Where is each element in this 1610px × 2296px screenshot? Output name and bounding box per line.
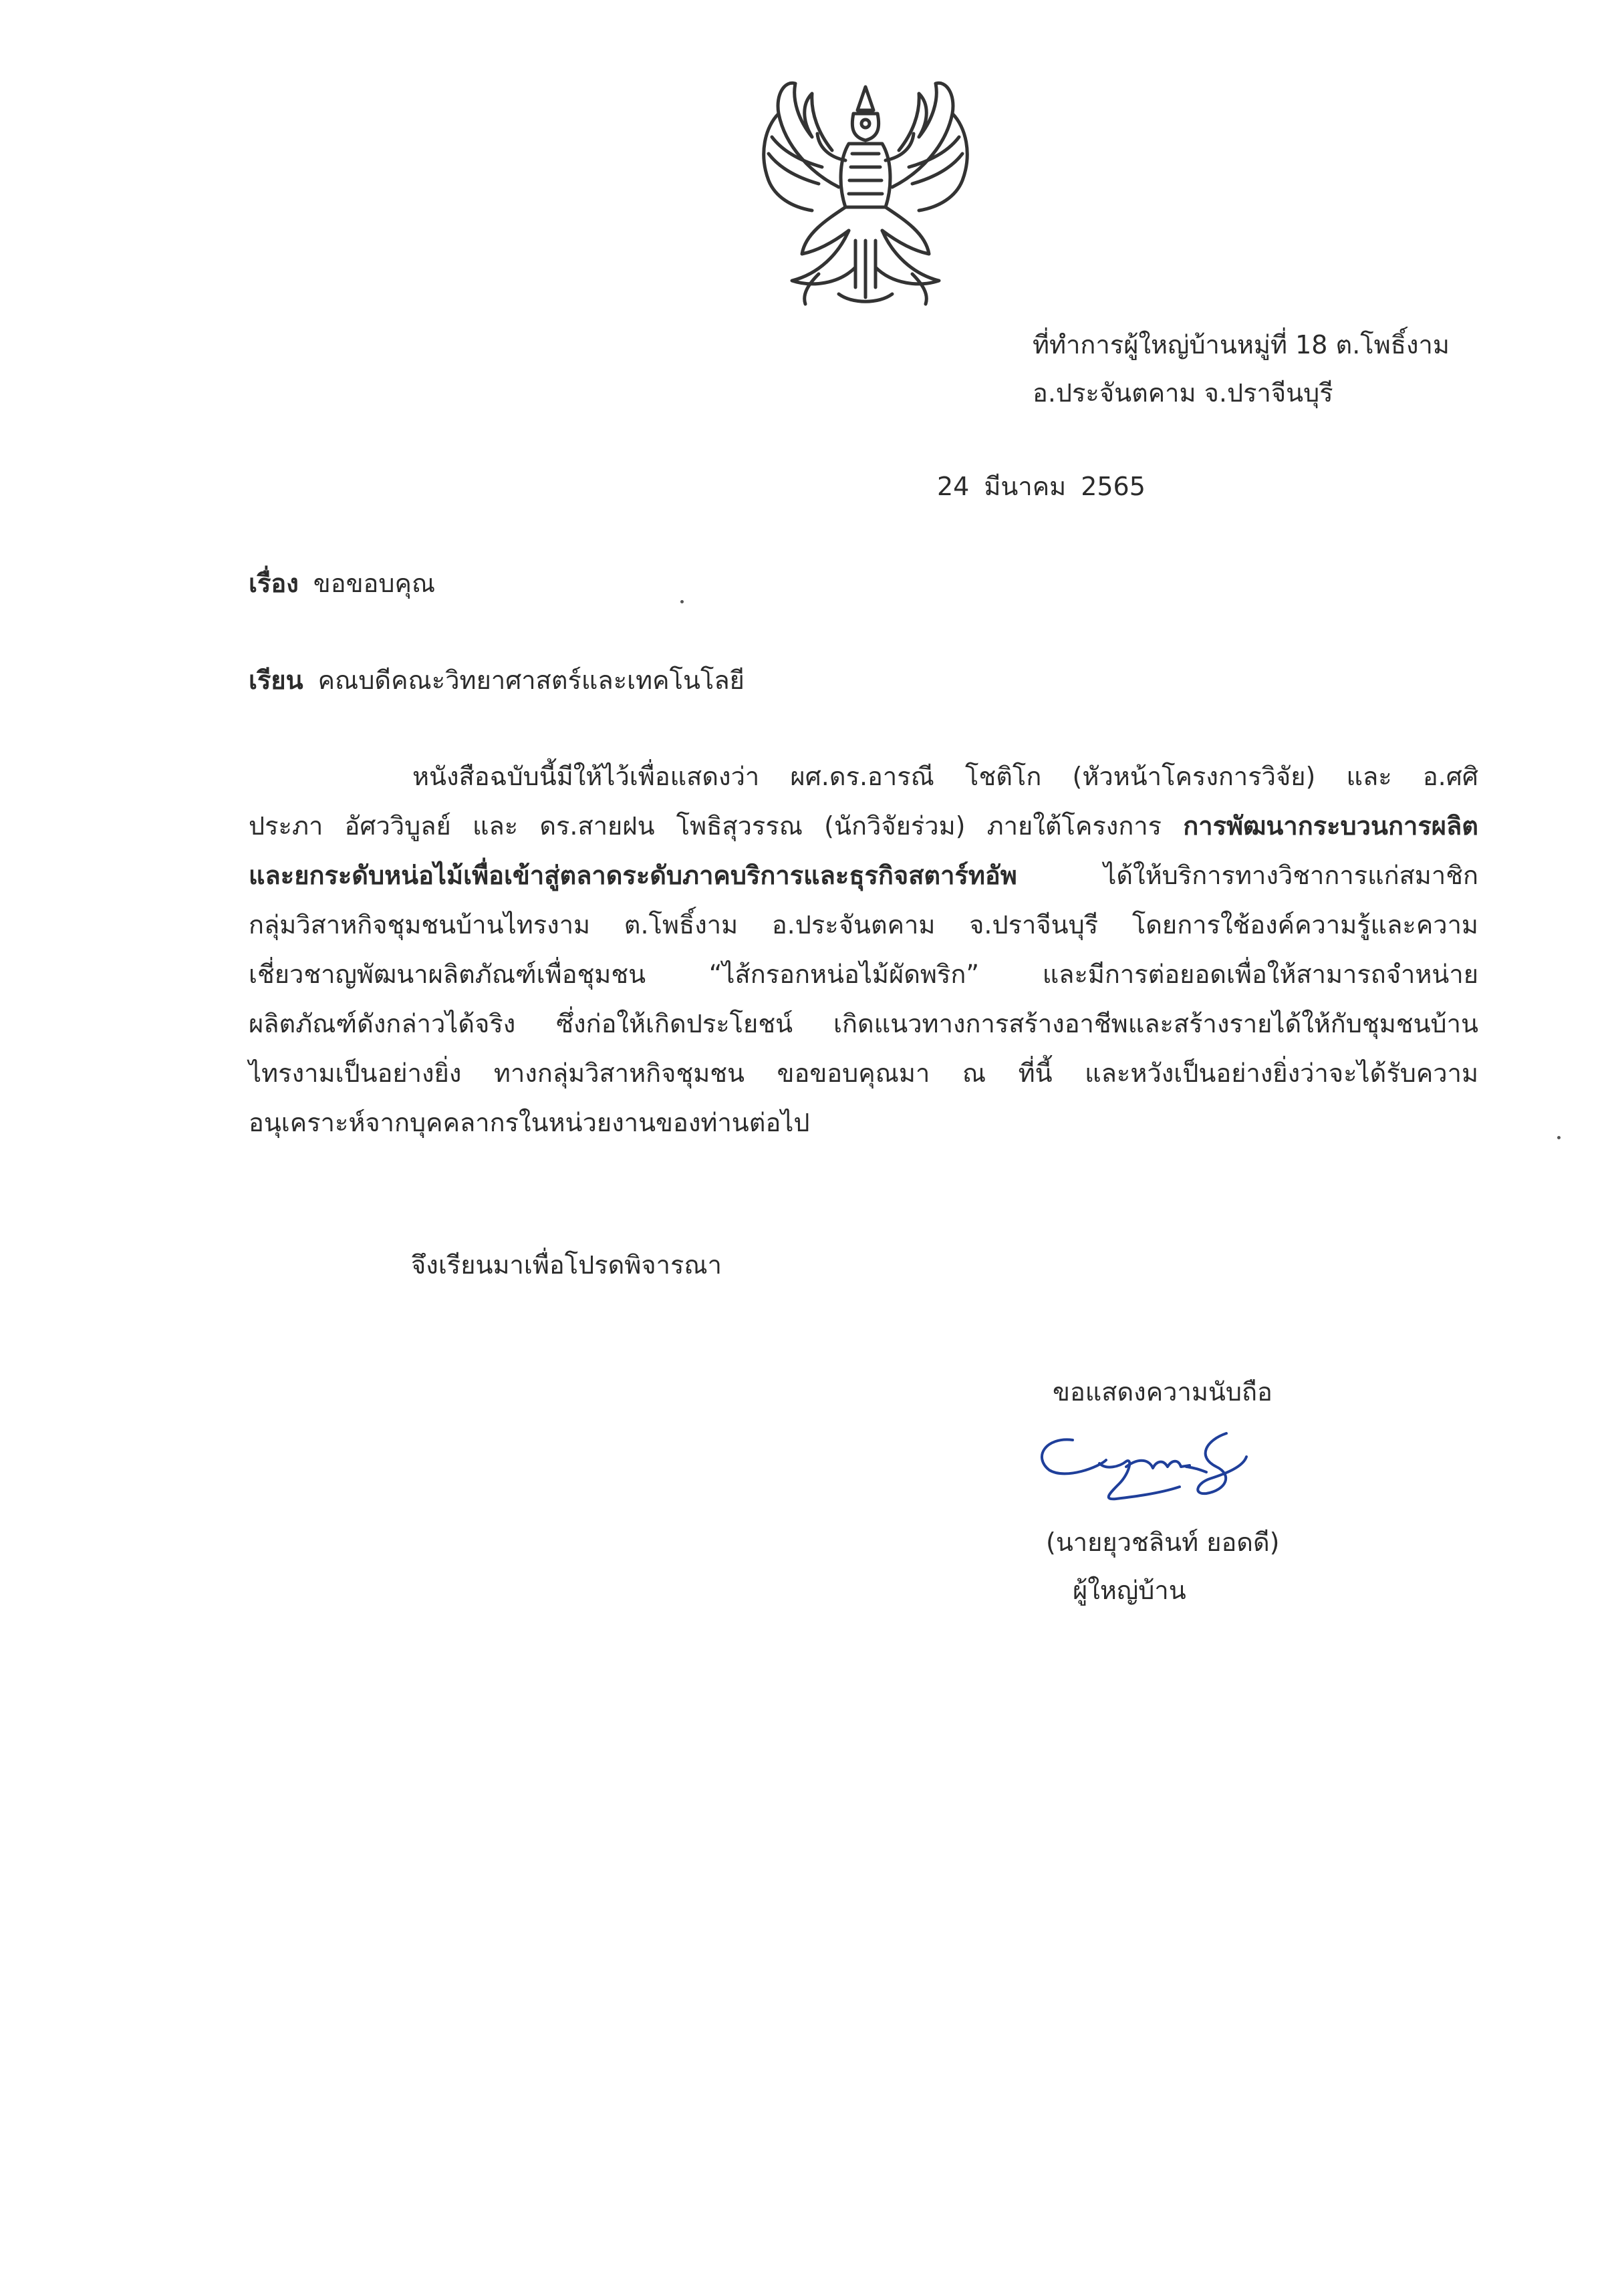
scan-speck: [680, 600, 684, 603]
subject-line: [249, 565, 435, 602]
body-segment: กลุ่มวิสาหกิจชุมชนบ้านไทรงาม: [249, 910, 591, 940]
date-month: มีนาคม: [984, 472, 1067, 501]
signer-name: (นายยุวชลินท์ ยอดดี): [1046, 1528, 1280, 1557]
body-line: [249, 950, 1478, 999]
body-segment: อนุเคราะห์จากบุคคลากรในหน่วยงานของท่านต่อไป: [249, 1108, 810, 1137]
subject-text: ขอขอบคุณ: [313, 569, 436, 598]
body-segment: โชติโก: [965, 762, 1042, 791]
body-segment: และ: [1346, 762, 1392, 791]
body-segment: จ.ปราจีนบุรี: [969, 910, 1099, 940]
closing-request: จึงเรียนมาเพื่อโปรดพิจารณา: [411, 1250, 722, 1280]
body-segment: โดยการใช้องค์ความรู้และความ: [1131, 910, 1478, 940]
body-segment: ทางกลุ่มวิสาหกิจชุมชน: [493, 1058, 745, 1088]
body-segment: และ: [472, 811, 519, 841]
signer-position: ผู้ใหญ่บ้าน: [1073, 1576, 1186, 1605]
body-paragraph: [249, 752, 1478, 1147]
body-segment: เกิดแนวทางการสร้างอาชีพและสร้างรายได้ให้กับชุมชนบ้าน: [833, 1009, 1478, 1038]
letter-date: [937, 468, 1160, 505]
body-segment: ณ: [962, 1058, 986, 1088]
project-name-part2: และยกระดับหน่อไม้เพื่อเข้าสู่ตลาดระดับภาคบริการและธุรกิจสตาร์ทอัพ: [249, 861, 1017, 890]
body-segment: ผศ.ดร.อารณี: [790, 762, 934, 791]
body-segment: ต.โพธิ์งาม: [624, 910, 739, 940]
body-line: [249, 752, 1478, 801]
body-segment: ซึ่งก่อให้เกิดประโยชน์: [556, 1009, 793, 1038]
project-name-part1: การพัฒนากระบวนการผลิต: [1183, 811, 1478, 841]
body-segment: ที่นี้: [1018, 1058, 1053, 1088]
body-line: [249, 900, 1478, 950]
salutation-label: เรียน: [249, 666, 303, 695]
body-segment: เชี่ยวชาญพัฒนาผลิตภัณฑ์เพื่อชุมชน: [249, 960, 646, 989]
body-segment: ผลิตภัณฑ์ดังกล่าวได้จริง: [249, 1009, 516, 1038]
body-segment: ประภา: [249, 811, 323, 841]
sender-address-line2: อ.ประจันตคาม จ.ปราจีนบุรี: [1033, 378, 1333, 408]
salutation-text: คณบดีคณะวิทยาศาสตร์และเทคโนโลยี: [317, 666, 745, 695]
body-segment: อัศววิบูลย์: [344, 811, 451, 841]
signature-icon: [1026, 1420, 1260, 1514]
body-segment: หนังสือฉบับนี้มีให้ไว้เพื่อแสดงว่า: [412, 762, 760, 791]
body-segment: ดร.สายฝน: [539, 811, 655, 841]
body-line: [249, 1098, 1478, 1147]
body-segment: ไทรงามเป็นอย่างยิ่ง: [249, 1058, 462, 1088]
complimentary-close: ขอแสดงความนับถือ: [1053, 1377, 1272, 1407]
salutation-line: [249, 662, 745, 699]
body-segment: ภายใต้โครงการ: [986, 811, 1162, 841]
body-line: [249, 1048, 1478, 1098]
body-line: [249, 801, 1478, 851]
body-segment: โพธิสุวรรณ: [676, 811, 803, 841]
subject-label: เรื่อง: [249, 569, 299, 598]
garuda-emblem-icon: [739, 74, 992, 321]
body-segment: ได้ให้บริการทางวิชาการแก่สมาชิก: [1103, 861, 1478, 890]
body-line: [249, 851, 1478, 900]
sender-address-line1: ที่ทำการผู้ใหญ่บ้านหมู่ที่ 18 ต.โพธิ์งาม: [1033, 330, 1450, 360]
body-segment: อ.ประจันตคาม: [771, 910, 936, 940]
body-segment: (นักวิจัยร่วม): [824, 811, 966, 841]
date-day: 24: [937, 472, 970, 501]
body-segment: ขอขอบคุณมา: [777, 1058, 930, 1088]
body-segment: “ไส้กรอกหน่อไม้ผัดพริก”: [708, 960, 980, 989]
body-segment: และหวังเป็นอย่างยิ่งว่าจะได้รับความ: [1085, 1058, 1478, 1088]
body-segment: อ.ศศิ: [1422, 762, 1478, 791]
date-year: 2565: [1081, 472, 1146, 501]
scan-speck: [1557, 1136, 1561, 1139]
body-segment: และมีการต่อยอดเพื่อให้สามารถจำหน่าย: [1042, 960, 1478, 989]
body-line: [249, 999, 1478, 1048]
body-segment: (หัวหน้าโครงการวิจัย): [1072, 762, 1316, 791]
